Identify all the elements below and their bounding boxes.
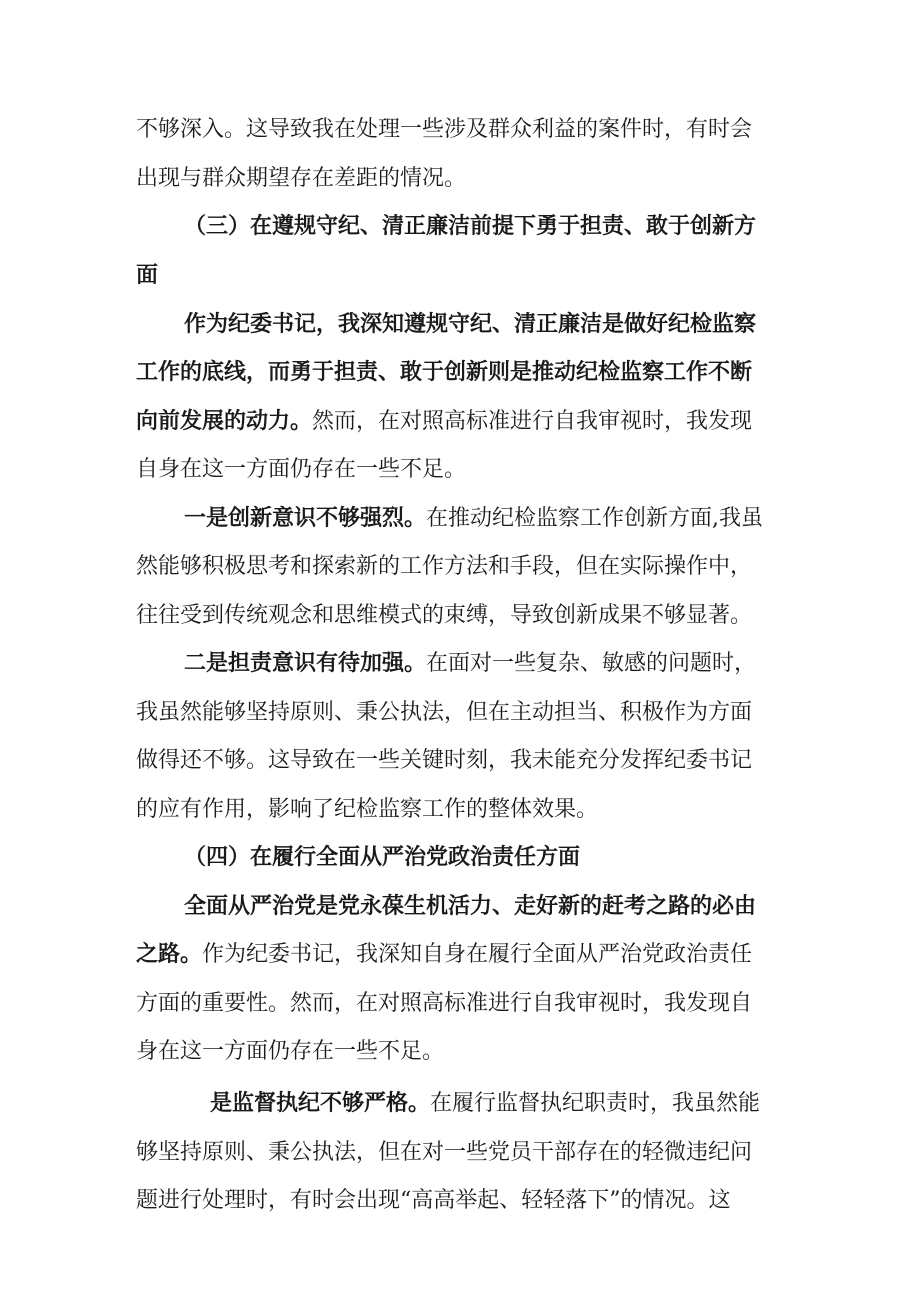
text-line: 我虽然能够坚持原则、秉公执法，但在主动担当、积极作为方面 [136,700,753,725]
text-line: 自身在这一方面仍存在一些不足。 [136,457,467,482]
text-line: 身在这一方面仍存在一些不足。 [136,1039,445,1064]
text-line: 题进行处理时，有时会出现“高高举起、轻轻落下”的情况。这 [136,1188,731,1213]
text-line: 作为纪委书记，我深知遵规守纪、清正廉洁是做好纪检监察 [184,312,757,337]
emphasis-text: 一是创新意识不够强烈。 [184,506,427,531]
text-line [210,1090,920,1118]
text-line [136,941,920,969]
body-text: 在履行监督执纪职责时，我虽然能 [430,1091,761,1116]
text-line: 够坚持原则、秉公执法，但在对一些党员干部存在的轻微违纪问 [136,1140,753,1165]
text-line: 不够深入。这导致我在处理一些涉及群众利益的案件时，有时会 [136,117,753,142]
emphasis-text: 之路。 [136,942,203,967]
text-line: 出现与群众期望存在差距的情况。 [136,166,467,191]
text-line [136,408,920,436]
emphasis-text: 是监督执纪不够严格。 [210,1091,431,1116]
text-line: 工作的底线，而勇于担责、敢于创新则是推动纪检监察工作不断 [136,360,753,385]
body-text: 作为纪委书记，我深知自身在履行全面从严治党政治责任 [202,942,753,967]
emphasis-text: 二是担责意识有待加强。 [184,651,427,676]
text-line: 全面从严治党是党永葆生机活力、走好新的赶考之路的必由 [184,894,757,919]
text-line [184,505,920,533]
body-text: 然而，在对照高标准进行自我审视时，我发现 [312,409,753,434]
section-heading-3-cont: 面 [136,263,159,288]
body-text: 在推动纪检监察工作创新方面,我虽 [426,506,764,531]
text-line: 方面的重要性。然而，在对照高标准进行自我审视时，我发现自 [136,991,753,1016]
body-text: 在面对一些复杂、敏感的问题时， [426,651,757,676]
text-line: 做得还不够。这导致在一些关键时刻，我未能充分发挥纪委书记 [136,748,753,773]
text-line: 然能够积极思考和探索新的工作方法和手段，但在实际操作中， [136,554,753,579]
section-heading-4: （四）在履行全面从严治党政治责任方面 [184,845,581,870]
section-heading-3: （三）在遵规守纪、清正廉洁前提下勇于担责、敢于创新方 [184,214,757,239]
text-line: 往往受到传统观念和思维模式的束缚，导致创新成果不够显著。 [136,603,753,628]
text-line [184,650,920,678]
text-line: 的应有作用，影响了纪检监察工作的整体效果。 [136,797,599,822]
emphasis-text: 向前发展的动力。 [136,409,313,434]
